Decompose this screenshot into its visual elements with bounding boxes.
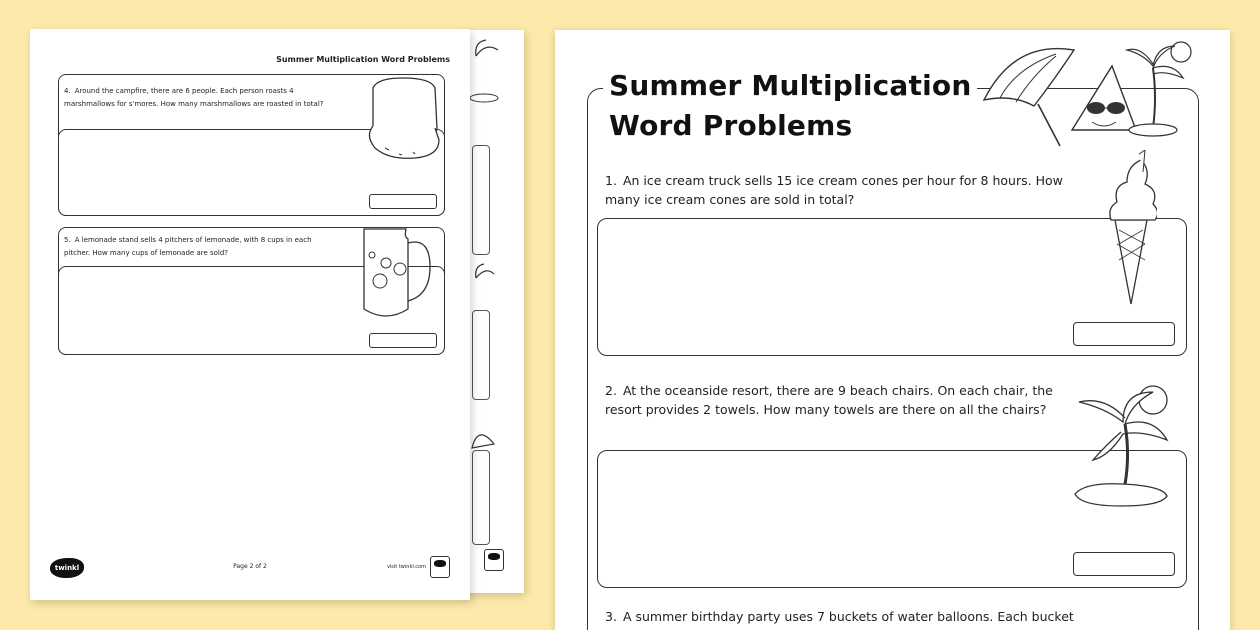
back-worksheet-page — [462, 30, 524, 593]
twinkl-logo-icon: twinkl — [50, 558, 84, 578]
question-text: Around the campfire, there are 6 people. Each person roasts 4 marshmallows for s'mores. How many marshmallows are roasted in total? — [64, 87, 324, 108]
question-number: 5. — [64, 236, 71, 244]
question-5 — [64, 234, 324, 260]
question-number: 2. — [605, 383, 617, 398]
palm-tree-icon — [466, 36, 506, 106]
palm-tree-island-icon — [1067, 378, 1177, 508]
page-title-line-2: Word Problems — [609, 109, 853, 142]
answer-box[interactable] — [1073, 552, 1175, 576]
answer-frame-back — [472, 310, 490, 400]
answer-frame-back — [472, 145, 490, 255]
question-number: 3. — [605, 609, 617, 624]
page-title-line-1: Summer Multiplication — [609, 69, 972, 102]
answer-box[interactable] — [1073, 322, 1175, 346]
question-3 — [605, 607, 1075, 626]
lemonade-pitcher-icon — [358, 219, 438, 323]
worksheet-page-1 — [555, 30, 1230, 630]
badge-icon — [430, 556, 450, 578]
question-number: 4. — [64, 87, 71, 95]
beach-umbrella-icon — [468, 418, 498, 468]
question-text: A summer birthday party uses 7 buckets of water balloons. Each bucket — [622, 609, 1074, 624]
visit-link[interactable]: visit twinkl.com — [386, 564, 426, 570]
question-text: An ice cream truck sells 15 ice cream cones per hour for 8 hours. How many ice cream cones are sold in total? — [605, 173, 1063, 207]
question-2 — [605, 381, 1075, 419]
question-text: At the oceanside resort, there are 9 beach chairs. On each chair, the resort provides 2 towels. How many towels are there on all the chairs? — [605, 383, 1053, 417]
question-4 — [64, 85, 324, 111]
badge-icon — [484, 549, 504, 571]
palm-tree-icon — [468, 258, 498, 308]
palm-tree-island-icon — [1123, 38, 1197, 138]
worksheet-page-2 — [30, 29, 470, 600]
question-1 — [605, 171, 1075, 209]
question-text: A lemonade stand sells 4 pitchers of lemonade, with 8 cups in each pitcher. How many cups of lemonade are sold? — [64, 236, 312, 257]
page-number: Page 2 of 2 — [233, 563, 267, 570]
answer-box[interactable] — [369, 194, 437, 209]
ice-cream-cone-icon — [1105, 150, 1157, 306]
answer-box[interactable] — [369, 333, 437, 348]
question-number: 1. — [605, 173, 617, 188]
title-block — [603, 66, 977, 146]
page-title: Summer Multiplication Word Problems — [276, 55, 450, 64]
marshmallow-icon — [365, 76, 445, 164]
